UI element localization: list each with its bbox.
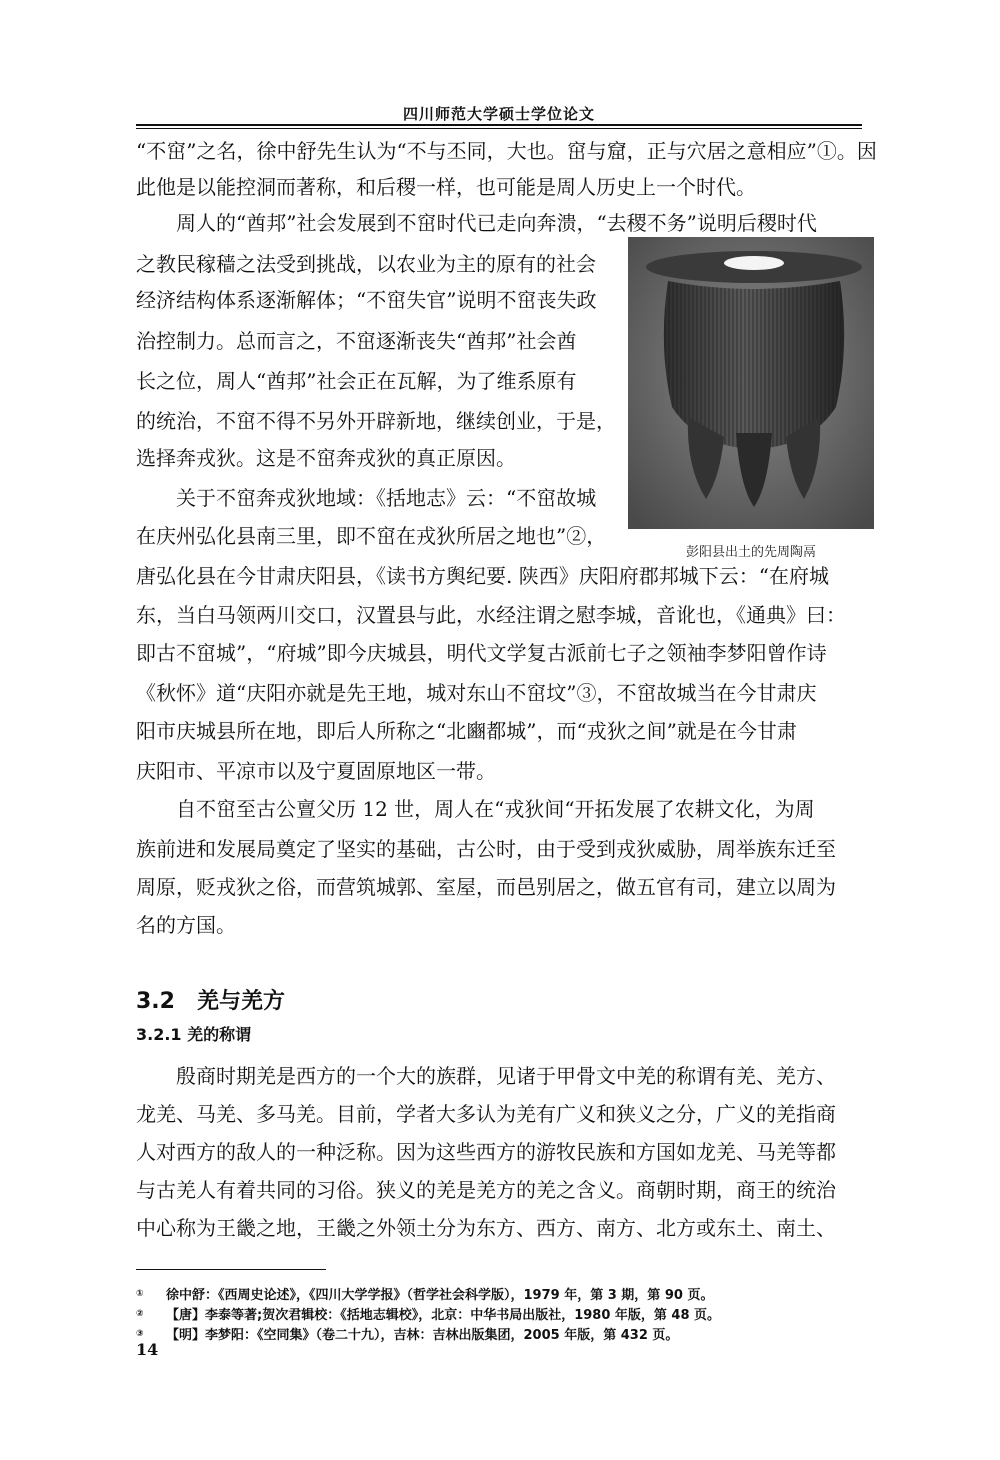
body-line: 即古不窋城”，“府城”即今庆城县，明代文学复古派前七子之领袖李梦阳曾作诗	[136, 641, 827, 665]
header-rule	[136, 124, 862, 126]
footnote-rule	[136, 1269, 326, 1270]
body-line: 族前进和发展局奠定了坚实的基础，古公时，由于受到戎狄威胁，周举族东迁至	[136, 837, 836, 861]
body-line: 长之位，周人“酋邦”社会正在瓦解，为了维系原有	[136, 369, 577, 393]
footnote-text: 【唐】李泰等著;贺次君辑校：《括地志辑校》，北京：中华书局出版社，1980 年版，第 48 页。	[166, 1308, 721, 1323]
body-line: 治控制力。总而言之，不窋逐渐丧失“酋邦”社会酋	[136, 329, 577, 353]
running-header: 四川师范大学硕士学位论文	[402, 105, 595, 123]
body-line: 自不窋至古公亶父历 12 世，周人在“戎狄间“开拓发展了农耕文化，为周	[176, 797, 815, 821]
body-line: 《秋怀》道“庆阳亦就是先王地，城对东山不窋坟”③，不窋故城当在今甘肃庆	[136, 681, 817, 705]
body-line: 唐弘化县在今甘肃庆阳县，《读书方舆纪要. 陕西》庆阳府郡邦城下云：“在府城	[136, 564, 829, 588]
footnote-marker: ①	[136, 1289, 144, 1299]
footnote-text: 徐中舒：《西周史论述》，《四川大学学报》（哲学社会科学版），1979 年，第 3 期，第 90 页。	[166, 1288, 714, 1303]
section-number: 3.2	[136, 989, 175, 1014]
figure-caption: 彭阳县出土的先周陶鬲	[685, 545, 816, 560]
body-line: 与古羌人有着共同的习俗。狭义的羌是羌方的羌之含义。商朝时期，商王的统治	[136, 1178, 836, 1202]
header-rule-thin	[136, 128, 862, 129]
body-line: 名的方国。	[136, 913, 236, 937]
footnote-text: 【明】李梦阳：《空同集》（卷二十九），吉林：吉林出版集团，2005 年版，第 432 页。	[166, 1328, 679, 1343]
body-line: 龙羌、马羌、多马羌。目前，学者大多认为羌有广义和狭义之分，广义的羌指商	[136, 1102, 836, 1126]
footnote-marker: ②	[136, 1309, 144, 1319]
body-line: 殷商时期羌是西方的一个大的族群，见诸于甲骨文中羌的称谓有羌、羌方、	[176, 1064, 836, 1088]
pottery-vessel-illustration	[628, 237, 874, 529]
body-line: 人对西方的敌人的一种泛称。因为这些西方的游牧民族和方国如龙羌、马羌等都	[136, 1140, 836, 1164]
body-line: 之教民稼穑之法受到挑战，以农业为主的原有的社会	[136, 252, 596, 276]
section-heading	[136, 984, 285, 1015]
body-line: 经济结构体系逐渐解体；“不窋失官”说明不窋丧失政	[136, 288, 597, 312]
body-line: 在庆州弘化县南三里，即不窋在戎狄所居之地也”②，	[136, 524, 607, 548]
body-line: 庆阳市、平凉市以及宁夏固原地区一带。	[136, 759, 496, 783]
body-line: 东，当白马领两川交口，汉置县与此，水经注谓之慰李城，音讹也，《通典》曰：	[136, 603, 846, 627]
pottery-vessel-photo	[628, 237, 874, 529]
section-title: 羌与羌方	[196, 989, 285, 1014]
subsection-heading: 3.2.1 羌的称谓	[136, 1025, 252, 1044]
body-line: 阳市庆城县所在地，即后人所称之“北豳都城”，而“戎狄之间”就是在今甘肃	[136, 719, 797, 743]
body-line: 中心称为王畿之地，王畿之外领土分为东方、西方、南方、北方或东土、南土、	[136, 1216, 836, 1240]
footnote	[136, 1324, 678, 1343]
footnote	[136, 1304, 720, 1323]
page-number: 14	[136, 1340, 159, 1359]
body-line: 关于不窋奔戎狄地域：《括地志》云：“不窋故城	[176, 486, 597, 510]
body-line: 选择奔戎狄。这是不窋奔戎狄的真正原因。	[136, 446, 516, 470]
body-line: “不窋”之名，徐中舒先生认为“不与丕同，大也。窋与窟，正与穴居之意相应”①。因	[136, 139, 877, 163]
body-line: 周人的“酋邦”社会发展到不窋时代已走向奔溃，“去稷不务”说明后稷时代	[176, 211, 817, 235]
footnote	[136, 1284, 713, 1303]
body-line: 周原，贬戎狄之俗，而营筑城郭、室屋，而邑别居之，做五官有司，建立以周为	[136, 875, 836, 899]
body-line: 此他是以能控洞而著称，和后稷一样，也可能是周人历史上一个时代。	[136, 175, 756, 199]
body-line: 的统治，不窋不得不另外开辟新地，继续创业，于是，	[136, 409, 616, 433]
footnote-marker: ③	[136, 1329, 144, 1339]
